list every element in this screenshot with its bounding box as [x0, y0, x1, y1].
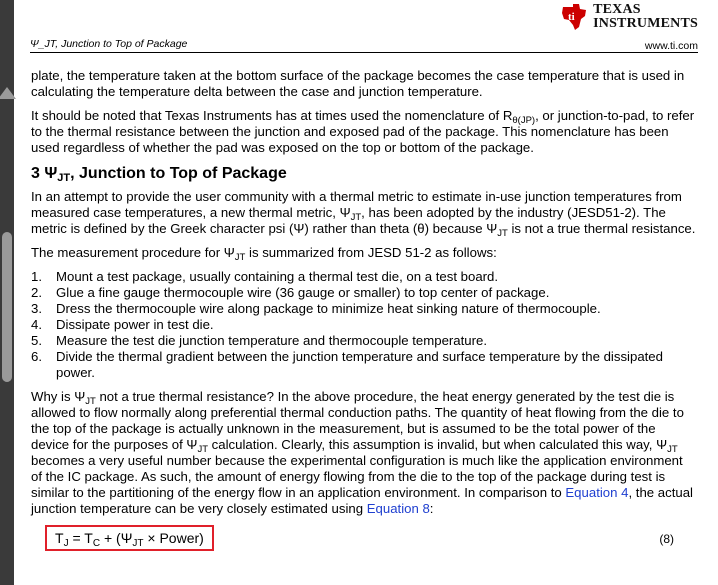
text: is not a true thermal resistance.	[507, 221, 696, 236]
header-rule	[30, 52, 698, 53]
page-header	[30, 0, 704, 54]
paragraph	[31, 245, 696, 261]
text: The measurement procedure for Ψ	[31, 245, 235, 260]
paragraph	[31, 389, 696, 517]
paragraph	[31, 68, 696, 100]
list-item-text: Dissipate power in test die.	[56, 317, 214, 332]
text: is summarized from JESD 51-2 as follows:	[245, 245, 497, 260]
eq-symbol: T	[84, 530, 93, 546]
text: In an attempt to provide the user community with a thermal metric to estimate in-use junction temperatures from measured case temperatures, a new thermal metric, Ψ	[31, 189, 682, 220]
procedure-list	[31, 269, 696, 381]
eq-subscript: JT	[132, 538, 144, 549]
heading-text: 3 Ψ	[31, 165, 58, 182]
text: not a true thermal resistance? In the above procedure, the heat energy generated by the test die is allowed to flow normally along preferential thermal conduction paths. The quantity of heat flowing from the die to the top of the package is actually unknown in the measurement, but is assumed to be the total power of the device for the purposes of Ψ	[31, 389, 684, 452]
eq-subscript: J	[63, 538, 69, 549]
equation-4-link[interactable]: Equation 4	[565, 485, 629, 500]
doc-section-title: Ψ_JT, Junction to Top of Package	[30, 38, 188, 50]
scrollbar[interactable]	[0, 0, 14, 585]
list-number: 3.	[31, 301, 42, 316]
paragraph	[31, 189, 696, 237]
text: calculation. Clearly, this assumption is invalid, but when calculated this way, Ψ	[208, 437, 668, 452]
text: becomes a very useful number because the experimental configuration is much like the application environment of the IC package. As such, the amount of energy flowing from the die to the top of the package during test is similar to the partitioning of the energy flow in an application environment. In comparison to	[31, 453, 683, 500]
list-item-text: Measure the test die junction temperature and thermocouple temperature.	[56, 333, 488, 348]
list-number: 6.	[31, 349, 42, 364]
svg-text:ti: ti	[568, 11, 575, 23]
heading-subscript: JT	[57, 172, 71, 184]
list-item-text: Divide the thermal gradient between the junction temperature and surface temperature by the dissipated power.	[56, 349, 663, 380]
brand-line-2: INSTRUMENTS	[593, 16, 698, 31]
list-item	[31, 301, 696, 317]
text: Why is Ψ	[31, 389, 86, 404]
list-item	[31, 333, 696, 349]
list-number: 2.	[31, 285, 42, 300]
list-item	[31, 285, 696, 301]
subscript: JT	[497, 228, 508, 239]
scroll-up-arrow-icon[interactable]	[0, 87, 16, 99]
subscript: JT	[667, 444, 678, 455]
subscript: JT	[85, 396, 96, 407]
eq-symbol: + (	[100, 530, 121, 546]
brand-line-1: TEXAS	[593, 2, 641, 17]
eq-symbol: Ψ	[120, 530, 133, 546]
subscript: JT	[197, 444, 208, 455]
equation-row	[31, 525, 696, 553]
list-item-text: Mount a test package, usually containing a thermal test die, on a test board.	[56, 269, 499, 284]
eq-symbol: =	[68, 530, 85, 546]
subscript: JT	[350, 212, 362, 223]
document-body	[31, 68, 696, 553]
text: , has been adopted by the industry (JESD51-2). The metric is defined by the Greek character psi (Ψ) rather than theta (θ) because Ψ	[31, 205, 666, 236]
ti-texas-icon	[559, 3, 589, 31]
website-link[interactable]: www.ti.com	[644, 40, 698, 52]
subscript: JT	[234, 252, 246, 263]
eq-symbol: )	[199, 530, 204, 546]
equation-8-link[interactable]: Equation 8	[366, 501, 430, 516]
list-item	[31, 269, 696, 285]
text: , the actual junction temperature can be very closely estimated using	[31, 485, 693, 516]
list-item	[31, 317, 696, 333]
equation-8-highlight	[45, 525, 214, 551]
list-item-text: Glue a fine gauge thermocouple wire (36 gauge or smaller) to top center of package.	[56, 285, 550, 300]
list-number: 5.	[31, 333, 42, 348]
eq-symbol: T	[55, 530, 64, 546]
list-number: 1.	[31, 269, 42, 284]
equation-number: (8)	[659, 532, 674, 546]
brand-name	[593, 3, 698, 31]
text: :	[429, 501, 434, 516]
subscript: θ(JP)	[512, 115, 536, 126]
list-number: 4.	[31, 317, 42, 332]
list-item	[31, 349, 696, 381]
eq-symbol: × Power	[143, 530, 200, 546]
text: , or junction-to-pad, to refer to the thermal resistance between the junction and exposed pad of the package. This nomenclature has been used regardless of whether the pad was exposed on the top or bottom of the package.	[31, 108, 695, 155]
eq-subscript: C	[92, 538, 101, 549]
ti-logo	[559, 3, 698, 35]
para1-text: plate, the temperature taken at the bottom surface of the package becomes the case temperature that is used in calculating the temperature delta between the case and junction temperature.	[31, 68, 685, 99]
section-heading	[31, 164, 696, 184]
paragraph	[31, 108, 696, 156]
list-item-text: Dress the thermocouple wire along package to minimize heat sinking nature of thermocouple.	[56, 301, 601, 316]
scrollbar-thumb[interactable]	[2, 232, 12, 382]
heading-text: , Junction to Top of Package	[70, 165, 287, 182]
text: It should be noted that Texas Instruments has at times used the nomenclature of R	[31, 108, 513, 123]
